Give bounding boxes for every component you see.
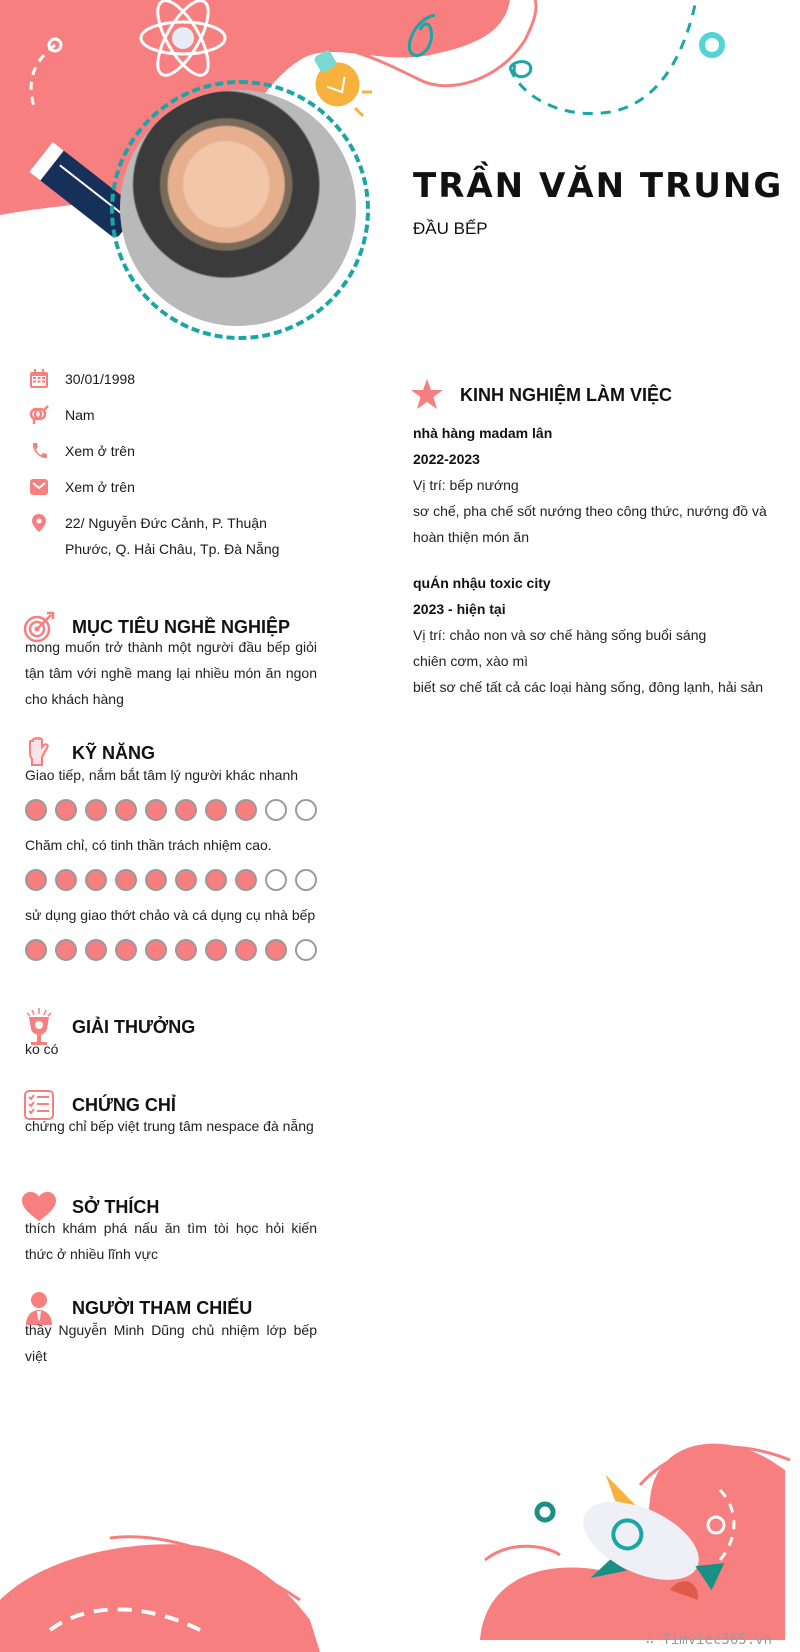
experience-line: sơ chế, pha chế sốt nướng theo công thức, nướng đồ và hoàn thiện món ăn <box>413 503 767 545</box>
info-row-email <box>28 474 315 500</box>
skill-label: Giao tiếp, nắm bắt tâm lý người khác nhanh <box>25 767 299 783</box>
awards-text: ko có <box>25 1041 59 1057</box>
rating-dot-empty <box>265 799 287 821</box>
address-value: 22/ Nguyễn Đức Cảnh, P. Thuận Phước, Q. Hải Châu, Tp. Đà Nẵng <box>65 515 280 557</box>
skills-title: KỸ NĂNG <box>72 742 156 763</box>
experience-line: chiên cơm, xào mì <box>413 653 528 669</box>
skill-rating <box>25 799 317 821</box>
rating-dot-filled <box>145 799 167 821</box>
info-row-address <box>28 510 315 562</box>
rating-dot-filled <box>55 799 77 821</box>
experience-line: biết sơ chế tất cả các loại hàng sống, đông lạnh, hải sản <box>413 679 764 695</box>
references-title: NGƯỜI THAM CHIẾU <box>72 1297 253 1318</box>
rating-dot-filled <box>115 939 137 961</box>
candidate-name: TRẦN VĂN TRUNG <box>413 166 784 206</box>
rating-dot-filled <box>205 799 227 821</box>
phone-icon <box>28 440 50 462</box>
rating-dot-filled <box>205 869 227 891</box>
skill-label: Chăm chỉ, có tinh thần trách nhiệm cao. <box>25 837 272 853</box>
objective-text: mong muốn trở thành một người đầu bếp giỏi tận tâm với nghề mang lại nhiều món ăn ngon cho khách hàng <box>25 639 317 707</box>
experience-period: 2022-2023 <box>413 451 480 467</box>
info-row-gender <box>28 402 315 428</box>
rating-dot-filled <box>115 799 137 821</box>
rating-dot-empty <box>265 869 287 891</box>
email-value[interactable]: Xem ở trên <box>65 479 135 495</box>
rating-dot-filled <box>235 799 257 821</box>
experience-item <box>413 420 773 550</box>
gender-value: Nam <box>65 407 95 423</box>
avatar <box>120 90 356 326</box>
experience-company: nhà hàng madam lân <box>413 425 553 441</box>
rating-dot-filled <box>25 799 47 821</box>
hobbies-text: thích khám phá nấu ăn tìm tòi học hỏi kiến thức ở nhiều lĩnh vực <box>25 1220 317 1262</box>
rating-dot-filled <box>205 939 227 961</box>
experience-title: KINH NGHIỆM LÀM VIỆC <box>460 384 673 405</box>
job-title: ĐẦU BẾP <box>413 219 488 238</box>
experience-line: Vị trí: bếp nướng <box>413 477 519 493</box>
experience-period: 2023 - hiện tại <box>413 601 506 617</box>
rating-dot-filled <box>55 939 77 961</box>
objective-title: MỤC TIÊU NGHỀ NGHIỆP <box>72 616 291 637</box>
rating-dot-filled <box>115 869 137 891</box>
experience-item <box>413 570 773 700</box>
awards-title: GIẢI THƯỞNG <box>72 1016 196 1037</box>
rating-dot-filled <box>235 869 257 891</box>
rating-dot-filled <box>25 869 47 891</box>
rating-dot-filled <box>175 799 197 821</box>
rating-dot-filled <box>265 939 287 961</box>
references-text: thầy Nguyễn Minh Dũng chủ nhiệm lớp bếp việt <box>25 1322 317 1364</box>
hand-icon <box>22 736 56 770</box>
profile-photo <box>110 80 370 350</box>
skill-rating <box>25 939 317 961</box>
star-icon <box>410 378 444 412</box>
experience-line: Vị trí: chảo non và sơ chế hàng sống buổi sáng <box>413 627 707 643</box>
skill-label: sử dụng giao thớt chảo và cá dụng cụ nhà bếp <box>25 907 316 923</box>
rating-dot-empty <box>295 869 317 891</box>
rating-dot-empty <box>295 799 317 821</box>
rating-dot-filled <box>145 869 167 891</box>
skill-rating <box>25 869 317 891</box>
rating-dot-filled <box>85 799 107 821</box>
rating-dot-filled <box>175 939 197 961</box>
rating-dot-filled <box>145 939 167 961</box>
certificates-title: CHỨNG CHỈ <box>72 1094 176 1115</box>
info-row-phone <box>28 438 315 464</box>
experience-company: quÁn nhậu toxic city <box>413 575 551 591</box>
rating-dot-filled <box>235 939 257 961</box>
certificates-text: chứng chỉ bếp việt trung tâm nespace đà nẵng <box>25 1118 314 1134</box>
calendar-icon <box>28 368 50 390</box>
rating-dot-filled <box>55 869 77 891</box>
watermark: ∴ Timviec365.vn <box>645 1632 772 1648</box>
skills-section-header <box>22 736 155 770</box>
birthday-value: 30/01/1998 <box>65 371 136 387</box>
info-row-birthday <box>28 366 315 392</box>
hobbies-title: SỞ THÍCH <box>72 1196 160 1217</box>
gender-icon <box>28 404 50 426</box>
email-icon <box>28 476 50 498</box>
rating-dot-filled <box>85 939 107 961</box>
phone-value[interactable]: Xem ở trên <box>65 443 135 459</box>
rating-dot-filled <box>85 869 107 891</box>
location-pin-icon <box>28 512 50 534</box>
rating-dot-filled <box>175 869 197 891</box>
experience-section-header <box>410 378 672 412</box>
rating-dot-filled <box>25 939 47 961</box>
rating-dot-empty <box>295 939 317 961</box>
